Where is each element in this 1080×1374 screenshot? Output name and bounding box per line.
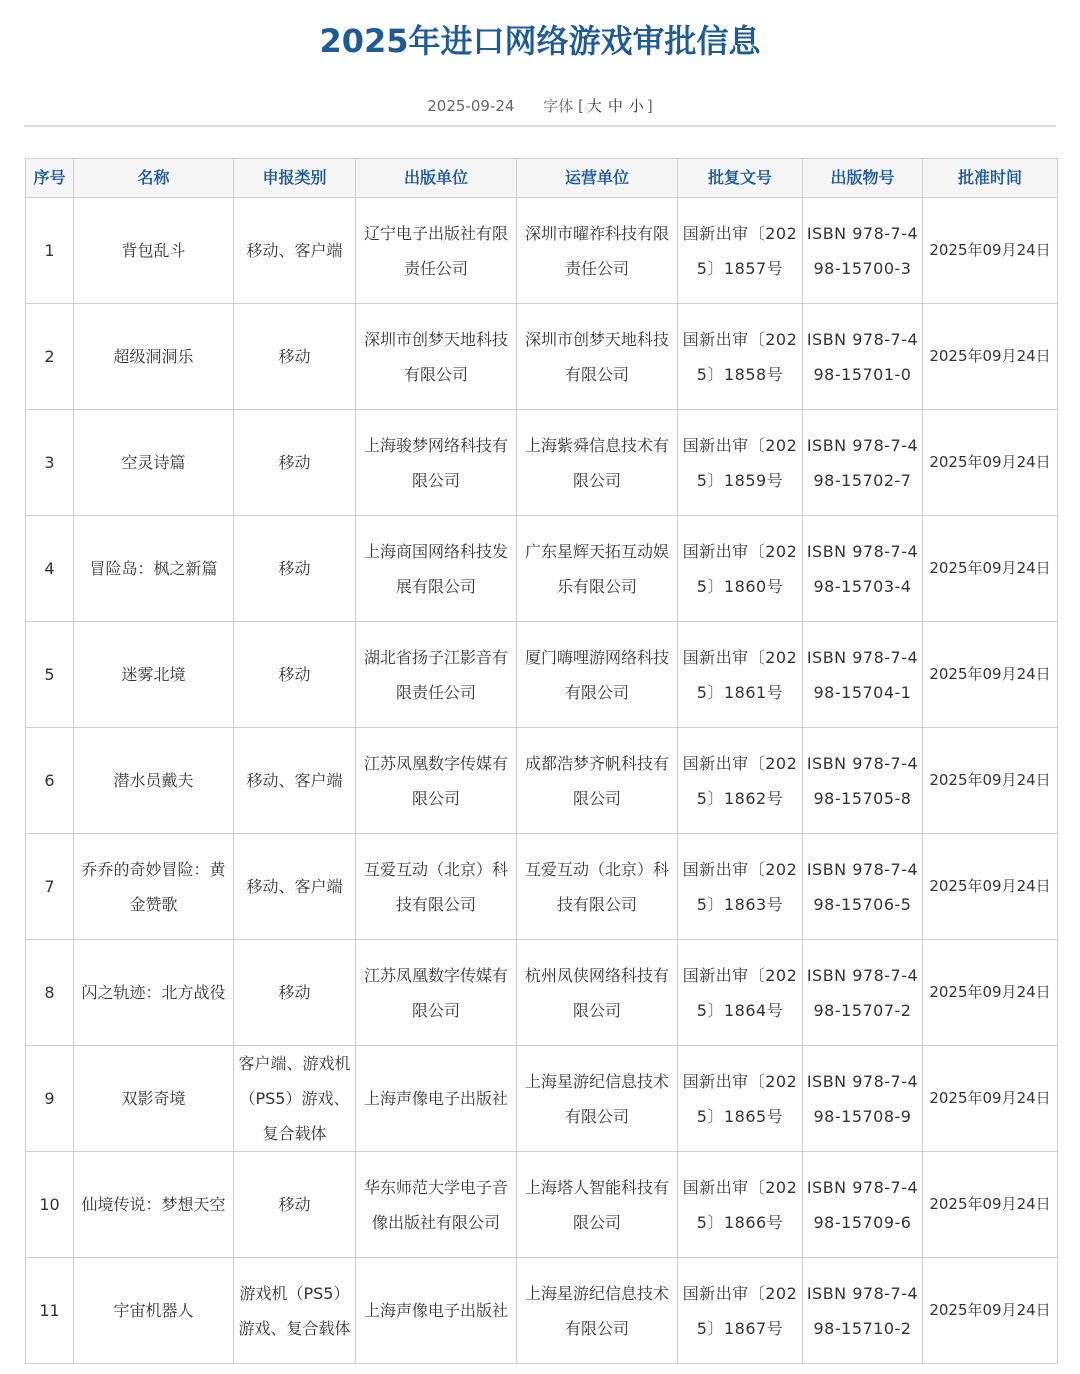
table-row: [26, 1046, 1058, 1152]
publish-date: 2025-09-24: [427, 97, 515, 115]
cell-isbn: ISBN 978-7-498-15703-4: [803, 516, 923, 622]
header-isbn: 出版物号: [803, 159, 923, 198]
cell-game-name: 冒险岛：枫之新篇: [74, 516, 234, 622]
cell-game-name: 超级洞洞乐: [74, 304, 234, 410]
cell-operator: 厦门嗨哩游网络科技有限公司: [517, 622, 678, 728]
cell-operator: 上海塔人智能科技有限公司: [517, 1152, 678, 1258]
approval-table: [25, 158, 1058, 1364]
approval-table-container: [25, 158, 1057, 1364]
cell-category: 游戏机（PS5）游戏、复合载体: [234, 1258, 356, 1364]
cell-approval-date: 2025年09月24日: [923, 1258, 1058, 1364]
cell-approval-no: 国新出审〔2025〕1865号: [678, 1046, 803, 1152]
font-size-label: 字体 [: [543, 97, 584, 115]
cell-game-name: 仙境传说：梦想天空: [74, 1152, 234, 1258]
cell-approval-date: 2025年09月24日: [923, 622, 1058, 728]
header-category: 申报类别: [234, 159, 356, 198]
cell-publisher: 上海骏梦网络科技有限公司: [356, 410, 517, 516]
header-approval-date: 批准时间: [923, 159, 1058, 198]
cell-approval-date: 2025年09月24日: [923, 728, 1058, 834]
cell-isbn: ISBN 978-7-498-15707-2: [803, 940, 923, 1046]
cell-approval-date: 2025年09月24日: [923, 940, 1058, 1046]
header-name: 名称: [74, 159, 234, 198]
cell-index: 3: [26, 410, 74, 516]
cell-approval-date: 2025年09月24日: [923, 1046, 1058, 1152]
cell-publisher: 互爱互动（北京）科技有限公司: [356, 834, 517, 940]
cell-index: 4: [26, 516, 74, 622]
cell-publisher: 上海声像电子出版社: [356, 1046, 517, 1152]
cell-isbn: ISBN 978-7-498-15708-9: [803, 1046, 923, 1152]
cell-isbn: ISBN 978-7-498-15704-1: [803, 622, 923, 728]
cell-approval-date: 2025年09月24日: [923, 198, 1058, 304]
cell-approval-no: 国新出审〔2025〕1857号: [678, 198, 803, 304]
font-size-small-option[interactable]: 小: [628, 97, 644, 115]
cell-index: 8: [26, 940, 74, 1046]
cell-approval-no: 国新出审〔2025〕1864号: [678, 940, 803, 1046]
cell-category: 移动、客户端: [234, 834, 356, 940]
cell-approval-date: 2025年09月24日: [923, 304, 1058, 410]
cell-approval-no: 国新出审〔2025〕1861号: [678, 622, 803, 728]
cell-category: 移动、客户端: [234, 198, 356, 304]
page-title: 2025年进口网络游戏审批信息: [319, 22, 761, 60]
cell-operator: 上海星游纪信息技术有限公司: [517, 1046, 678, 1152]
cell-approval-date: 2025年09月24日: [923, 516, 1058, 622]
cell-isbn: ISBN 978-7-498-15706-5: [803, 834, 923, 940]
font-size-medium-option[interactable]: 中: [607, 97, 623, 115]
cell-isbn: ISBN 978-7-498-15702-7: [803, 410, 923, 516]
cell-game-name: 闪之轨迹：北方战役: [74, 940, 234, 1046]
cell-game-name: 潜水员戴夫: [74, 728, 234, 834]
cell-isbn: ISBN 978-7-498-15710-2: [803, 1258, 923, 1364]
cell-publisher: 上海商国网络科技发展有限公司: [356, 516, 517, 622]
cell-index: 7: [26, 834, 74, 940]
cell-category: 移动、客户端: [234, 728, 356, 834]
cell-approval-no: 国新出审〔2025〕1863号: [678, 834, 803, 940]
table-row: [26, 304, 1058, 410]
cell-operator: 互爱互动（北京）科技有限公司: [517, 834, 678, 940]
cell-category: 移动: [234, 410, 356, 516]
cell-category: 移动: [234, 940, 356, 1046]
cell-approval-no: 国新出审〔2025〕1859号: [678, 410, 803, 516]
cell-operator: 广东星辉天拓互动娱乐有限公司: [517, 516, 678, 622]
table-row: [26, 198, 1058, 304]
header-index: 序号: [26, 159, 74, 198]
table-row: [26, 1152, 1058, 1258]
cell-index: 11: [26, 1258, 74, 1364]
article-meta: [0, 95, 1080, 117]
cell-category: 移动: [234, 516, 356, 622]
cell-index: 1: [26, 198, 74, 304]
cell-category: 客户端、游戏机（PS5）游戏、复合载体: [234, 1046, 356, 1152]
cell-publisher: 江苏凤凰数字传媒有限公司: [356, 728, 517, 834]
cell-game-name: 乔乔的奇妙冒险：黄金赞歌: [74, 834, 234, 940]
cell-approval-date: 2025年09月24日: [923, 410, 1058, 516]
cell-game-name: 宇宙机器人: [74, 1258, 234, 1364]
cell-game-name: 空灵诗篇: [74, 410, 234, 516]
cell-operator: 成都浩梦齐帆科技有限公司: [517, 728, 678, 834]
cell-isbn: ISBN 978-7-498-15700-3: [803, 198, 923, 304]
table-row: [26, 516, 1058, 622]
header-operator: 运营单位: [517, 159, 678, 198]
cell-index: 2: [26, 304, 74, 410]
cell-publisher: 辽宁电子出版社有限责任公司: [356, 198, 517, 304]
header-approval-no: 批复文号: [678, 159, 803, 198]
table-row: [26, 410, 1058, 516]
cell-approval-date: 2025年09月24日: [923, 1152, 1058, 1258]
header-publisher: 出版单位: [356, 159, 517, 198]
cell-publisher: 上海声像电子出版社: [356, 1258, 517, 1364]
cell-game-name: 背包乱斗: [74, 198, 234, 304]
cell-approval-no: 国新出审〔2025〕1862号: [678, 728, 803, 834]
cell-operator: 杭州凤侠网络科技有限公司: [517, 940, 678, 1046]
table-row: [26, 940, 1058, 1046]
table-row: [26, 622, 1058, 728]
table-row: [26, 1258, 1058, 1364]
cell-operator: 深圳市曜祚科技有限责任公司: [517, 198, 678, 304]
cell-index: 6: [26, 728, 74, 834]
table-header-row: [26, 159, 1058, 198]
cell-approval-no: 国新出审〔2025〕1866号: [678, 1152, 803, 1258]
title-divider: [24, 125, 1056, 127]
cell-isbn: ISBN 978-7-498-15705-8: [803, 728, 923, 834]
cell-category: 移动: [234, 304, 356, 410]
cell-category: 移动: [234, 1152, 356, 1258]
cell-publisher: 深圳市创梦天地科技有限公司: [356, 304, 517, 410]
cell-operator: 上海星游纪信息技术有限公司: [517, 1258, 678, 1364]
cell-publisher: 湖北省扬子江影音有限责任公司: [356, 622, 517, 728]
cell-index: 5: [26, 622, 74, 728]
cell-operator: 深圳市创梦天地科技有限公司: [517, 304, 678, 410]
table-row: [26, 834, 1058, 940]
cell-index: 10: [26, 1152, 74, 1258]
cell-game-name: 双影奇境: [74, 1046, 234, 1152]
font-size-large-option[interactable]: 大: [586, 97, 602, 115]
cell-category: 移动: [234, 622, 356, 728]
font-size-bracket-close: ]: [646, 97, 653, 115]
cell-index: 9: [26, 1046, 74, 1152]
cell-publisher: 华东师范大学电子音像出版社有限公司: [356, 1152, 517, 1258]
cell-publisher: 江苏凤凰数字传媒有限公司: [356, 940, 517, 1046]
cell-approval-no: 国新出审〔2025〕1860号: [678, 516, 803, 622]
table-row: [26, 728, 1058, 834]
cell-approval-no: 国新出审〔2025〕1867号: [678, 1258, 803, 1364]
cell-operator: 上海紫舜信息技术有限公司: [517, 410, 678, 516]
cell-game-name: 迷雾北境: [74, 622, 234, 728]
cell-isbn: ISBN 978-7-498-15709-6: [803, 1152, 923, 1258]
cell-isbn: ISBN 978-7-498-15701-0: [803, 304, 923, 410]
cell-approval-no: 国新出审〔2025〕1858号: [678, 304, 803, 410]
cell-approval-date: 2025年09月24日: [923, 834, 1058, 940]
